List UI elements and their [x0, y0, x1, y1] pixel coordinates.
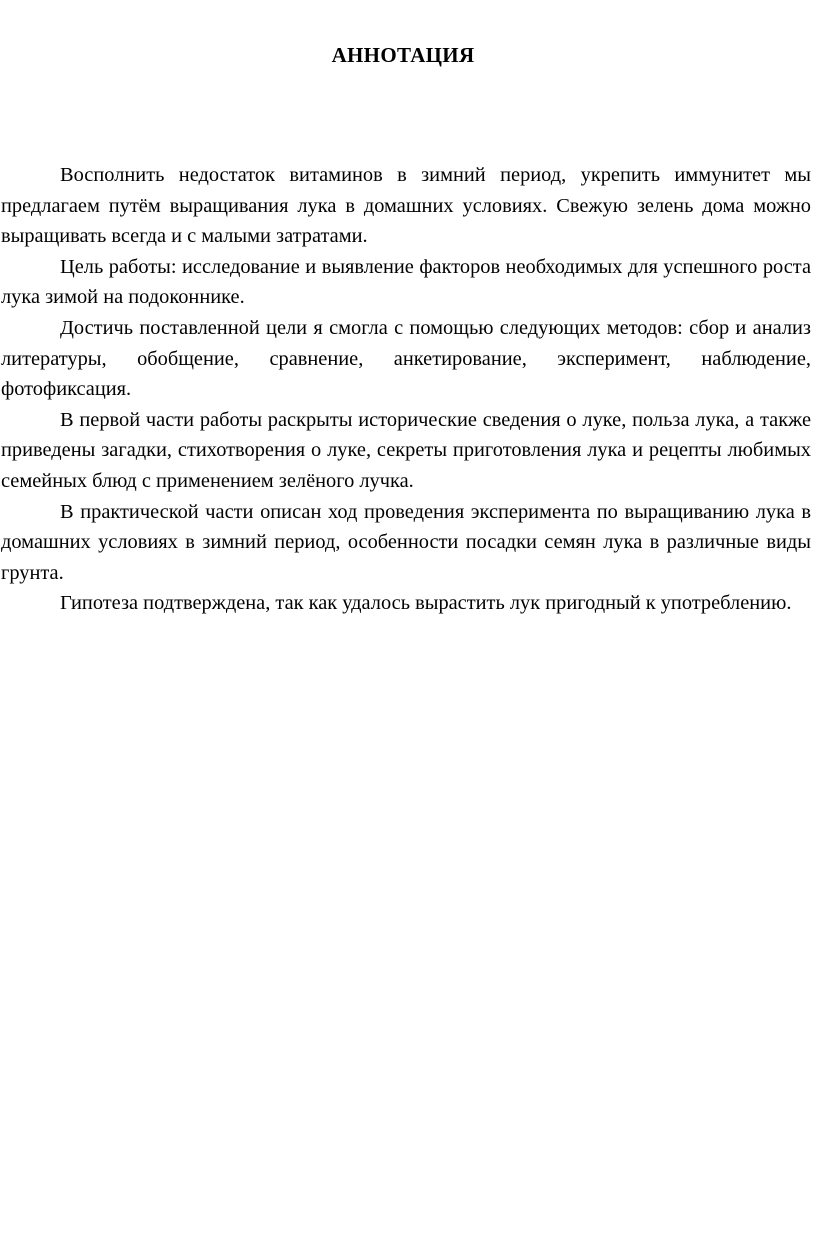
paragraph-intro: Восполнить недостаток витаминов в зимний период, укрепить иммунитет мы предлагаем путём выращивания лука в домашних условиях. Свежую зелень дома можно выращивать всегда и с малыми затратами.: [1, 164, 811, 248]
paragraph-practical-part: В практической части описан ход проведения эксперимента по выращиванию лука в домашних условиях в зимний период, особенности посадки семян лука в различные виды грунта.: [1, 500, 811, 584]
paragraph-hypothesis: Гипотеза подтверждена, так как удалось вырастить лук пригодный к употреблению.: [60, 592, 792, 615]
document-title: АННОТАЦИЯ: [331, 43, 475, 67]
annotation-body: [1, 160, 811, 619]
paragraph-part-one: В первой части работы раскрыты исторические сведения о луке, польза лука, а также приведены загадки, стихотворения о луке, секреты приготовления лука и рецепты любимых семейных блюд с применением зелёного лучка.: [1, 408, 811, 492]
paragraph-methods: Достичь поставленной цели я смогла с помощью следующих методов: сбор и анализ литературы, обобщение, сравнение, анкетирование, эксперимент, наблюдение, фотофиксация.: [1, 316, 811, 401]
paragraph-goal: Цель работы: исследование и выявление факторов необходимых для успешного роста лука зимой на подоконнике.: [1, 255, 811, 309]
